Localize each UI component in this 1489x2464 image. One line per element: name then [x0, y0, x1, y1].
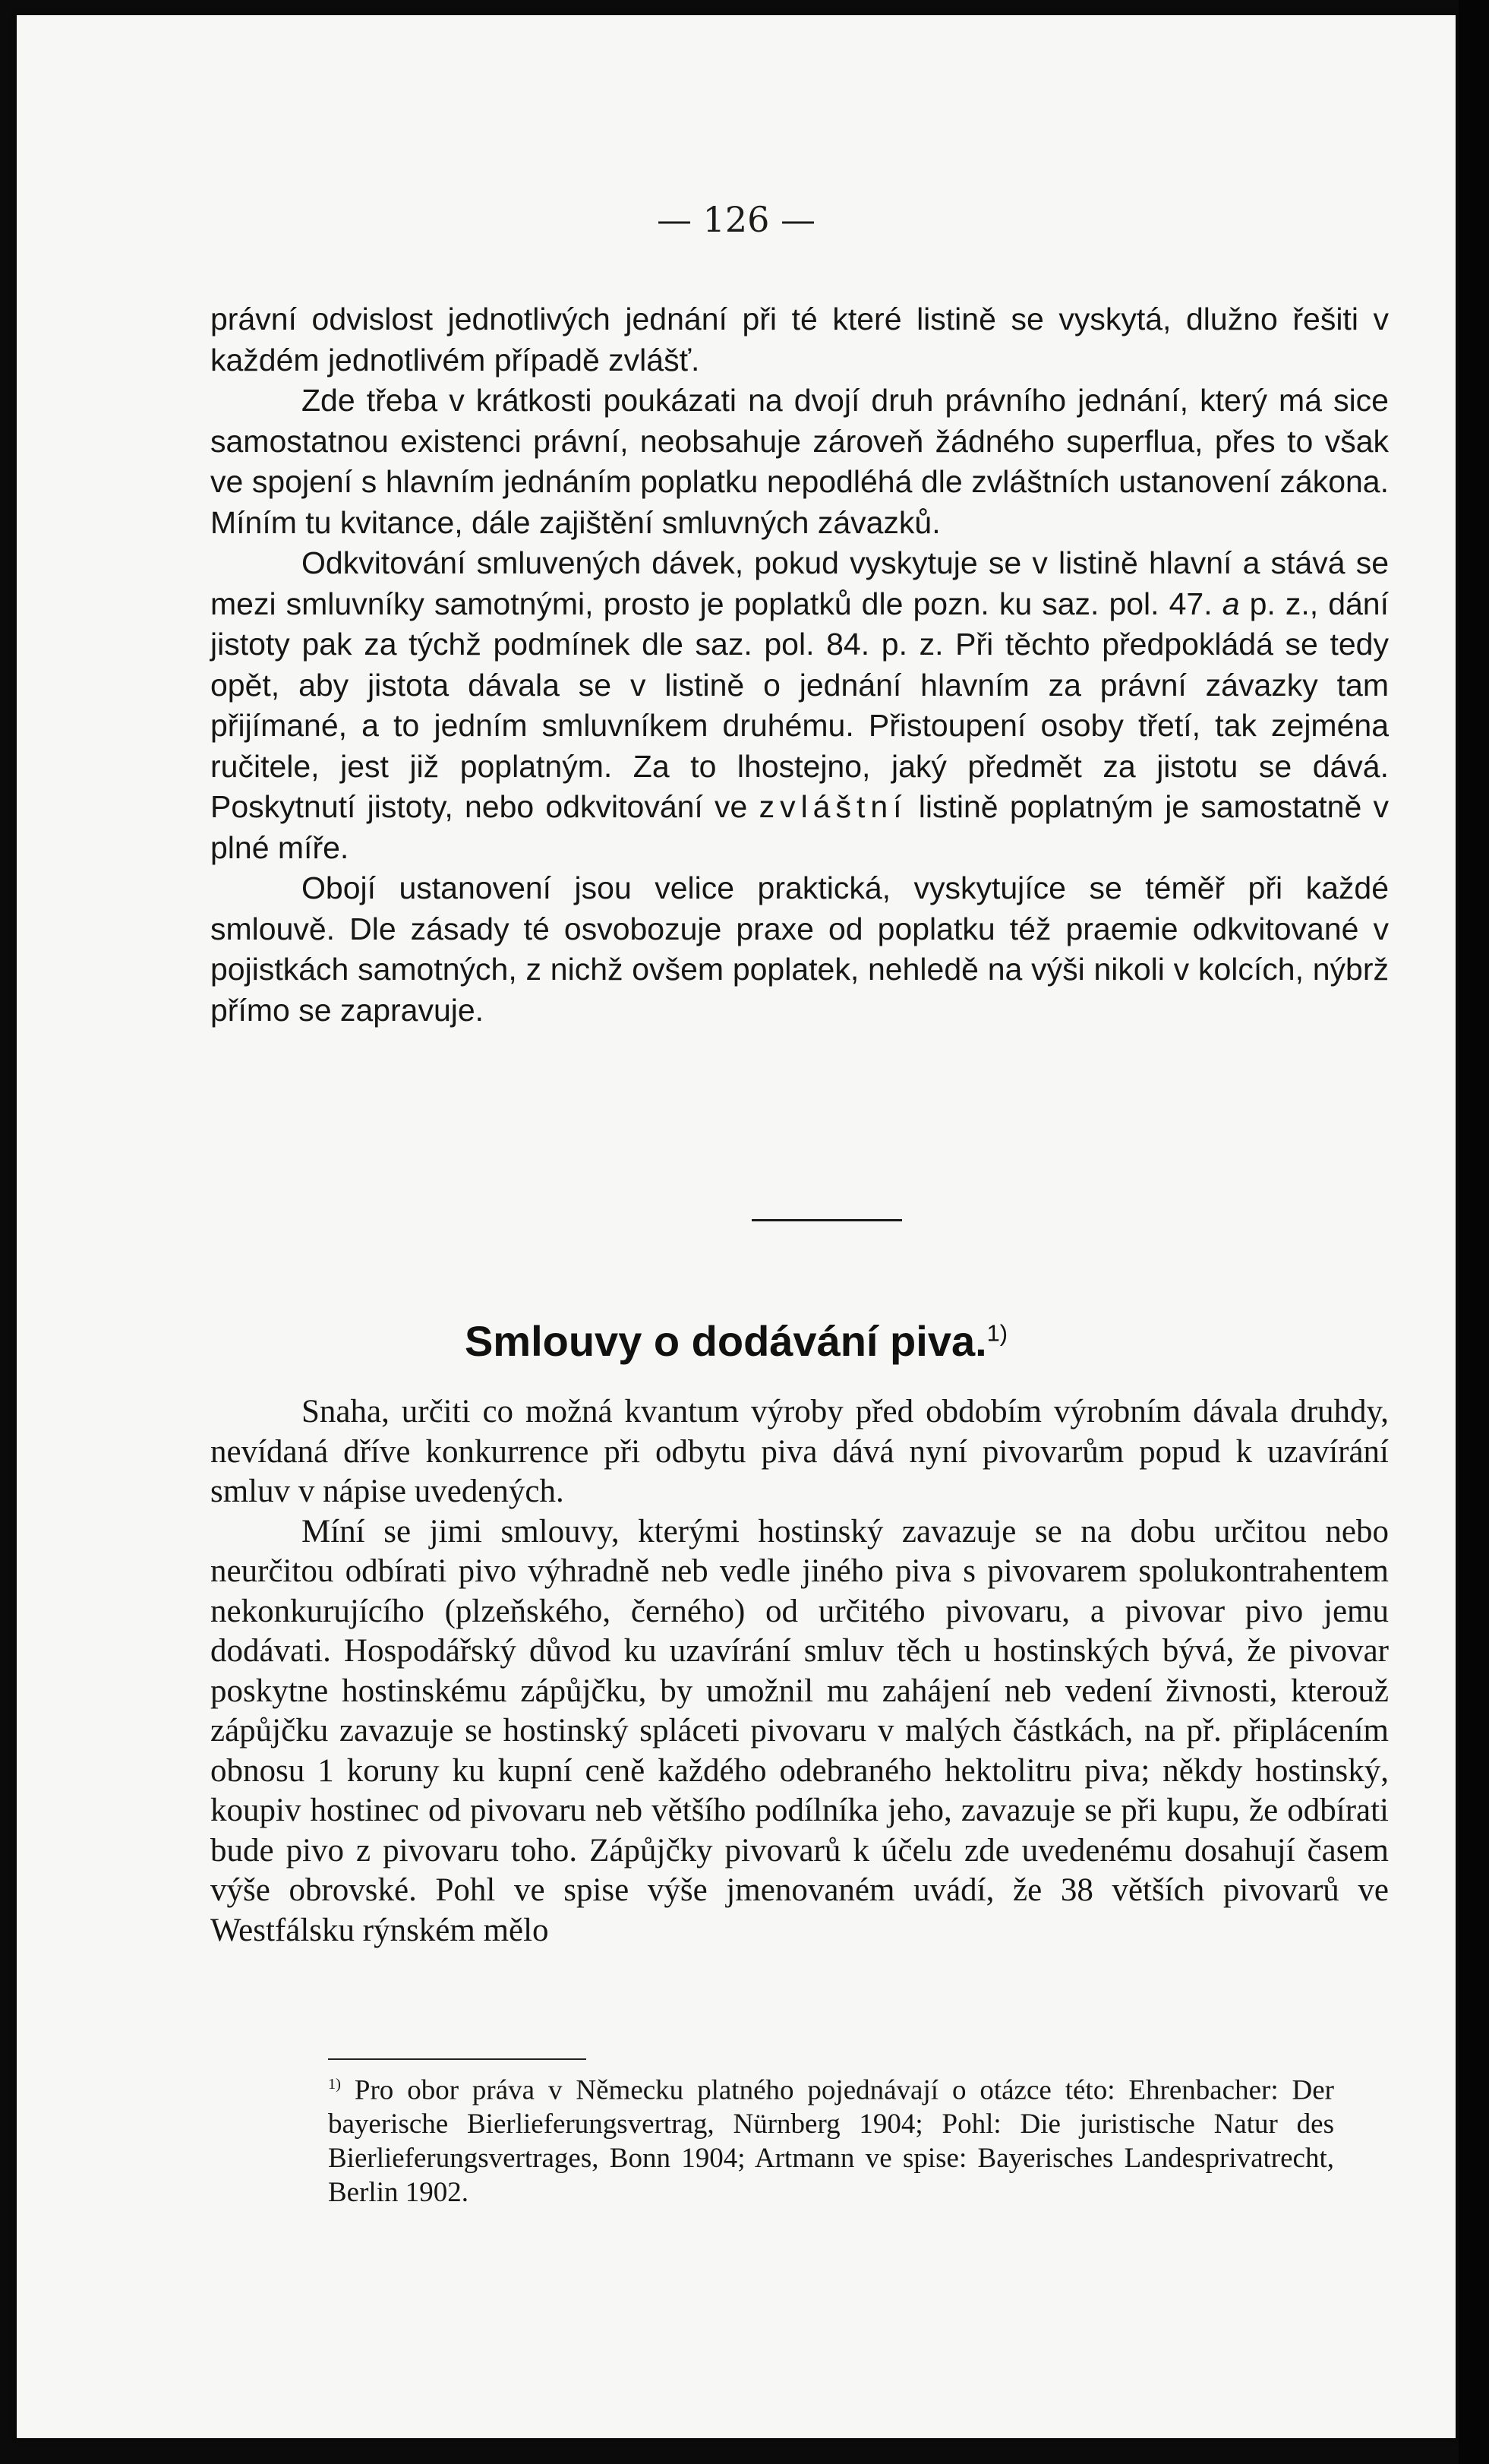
- section-heading: [17, 1316, 1456, 1366]
- footnote-reference: 1): [986, 1319, 1008, 1347]
- footnote-marker: 1): [328, 2076, 341, 2093]
- paragraph: Snaha, určiti co možná kvantum výroby před obdobím výrobním dávala druhdy, nevídaná dříve konkurrence při odbytu piva dává nyní pivovarům popud k uzavírání smluv v nápise uvedených.: [210, 1394, 1389, 1509]
- footnote-rule: [328, 2058, 586, 2060]
- heading-text: Smlouvy o dodávání piva.: [464, 1317, 987, 1365]
- footnote-text: [328, 2068, 1334, 2210]
- footnote-body: Pro obor práva v Německu platného pojednávají o otázce této: Ehrenbacher: Der bayerische Bierlieferungsvertrag, Nürnberg 1904; Pohl: Die juristische Natur des Bierlieferungsvertrages, Bonn 1904; Artmann ve spise: Bayerisches Landesprivatrecht, Berlin 1902.: [328, 2074, 1335, 2209]
- dark-scan-edge: [1459, 0, 1489, 2464]
- paragraph: Obojí ustanovení jsou velice praktická, vyskytujíce se téměř při každé smlouvě. Dle zásady té osvobozuje praxe od poplatku též praemie odkvitované v pojistkách samotných, z nichž ovšem poplatek, nehledě na výši nikoli v kolcích, nýbrž přímo se zapravuje.: [210, 870, 1389, 1028]
- paragraph: [210, 543, 1389, 868]
- book-page: [17, 15, 1456, 2438]
- section-one-text: [210, 299, 1389, 1031]
- paragraph: Zde třeba v krátkosti poukázati na dvojí druh právního jednání, který má sice samostatnou existenci právní, neobsahuje zároveň žádného superflua, přes to však ve spojení s hlavním jednáním poplatku nepodléhá dle zvláštních ustanovení zákona. Míním tu kvitance, dále zajištění smluvných závazků.: [210, 383, 1389, 540]
- text-run: listině poplatným je samostatně v plné míře.: [210, 789, 1389, 865]
- text-run: p. z., dání jistoty pak za týchž podmínek dle saz. pol. 84. p. z. Při těchto předpokládá se tedy opět, aby jistota dávala se v listině o jednání hlavním za právní závazky tam přijímané, a to jedním smluvníkem druhému. Přistoupení osoby třetí, tak zejména ručitele, jest již poplatným. Za to lhostejno, jaký předmět za jistotu se dává. Poskytnutí jistoty, nebo odkvitování ve: [210, 586, 1389, 824]
- section-divider: [752, 1219, 902, 1221]
- paragraph: právní odvislost jednotlivých jednání při té které listině se vyskytá, dlužno řešiti v každém jednotlivém případě zvlášť.: [210, 302, 1389, 377]
- section-two-text: [210, 1392, 1389, 1951]
- paragraph: Míní se jimi smlouvy, kterými hostinský zavazuje se na dobu určitou nebo neurčitou odbírati pivo výhradně neb vedle jiného piva s pivovarem spolukontrahentem nekonkurujícího (plzeňského, černého) od určitého pivovaru, a pivovar pivo jemu dodávati. Hospodářský důvod ku uzavírání smluv těch u hostinských bývá, že pivovar poskytne hostinskému zápůjčku, by umožnil mu zahájení neb vedení živnosti, kterouž zápůjčku zavazuje se hostinský spláceti pivovaru v malých částkách, na př. připlácením obnosu 1 koruny ku kupní ceně každého odebraného hektolitru piva; někdy hostinský, koupiv hostinec od pivovaru neb většího podílníka jeho, zavazuje se při kupu, že odbírati bude pivo z pivovaru toho. Zápůjčky pivovarů k účelu zde uvedenému dosahují časem výše obrovské. Pohl ve spise výše jmenovaném uvádí, že 38 větších pivovarů ve Westfálsku rýnském mělo: [210, 1513, 1389, 1948]
- spaced-emphasis: zvláštní: [759, 789, 907, 824]
- page-number: — 126 —: [656, 199, 816, 240]
- footnote: [328, 2068, 1334, 2210]
- italic-text: a: [1222, 586, 1240, 621]
- text-run: Odkvitování smluvených dávek, pokud vyskytuje se v listině hlavní a stává se mezi smluvníky samotnými, prosto je poplatků dle pozn. ku saz. pol. 47.: [210, 545, 1389, 621]
